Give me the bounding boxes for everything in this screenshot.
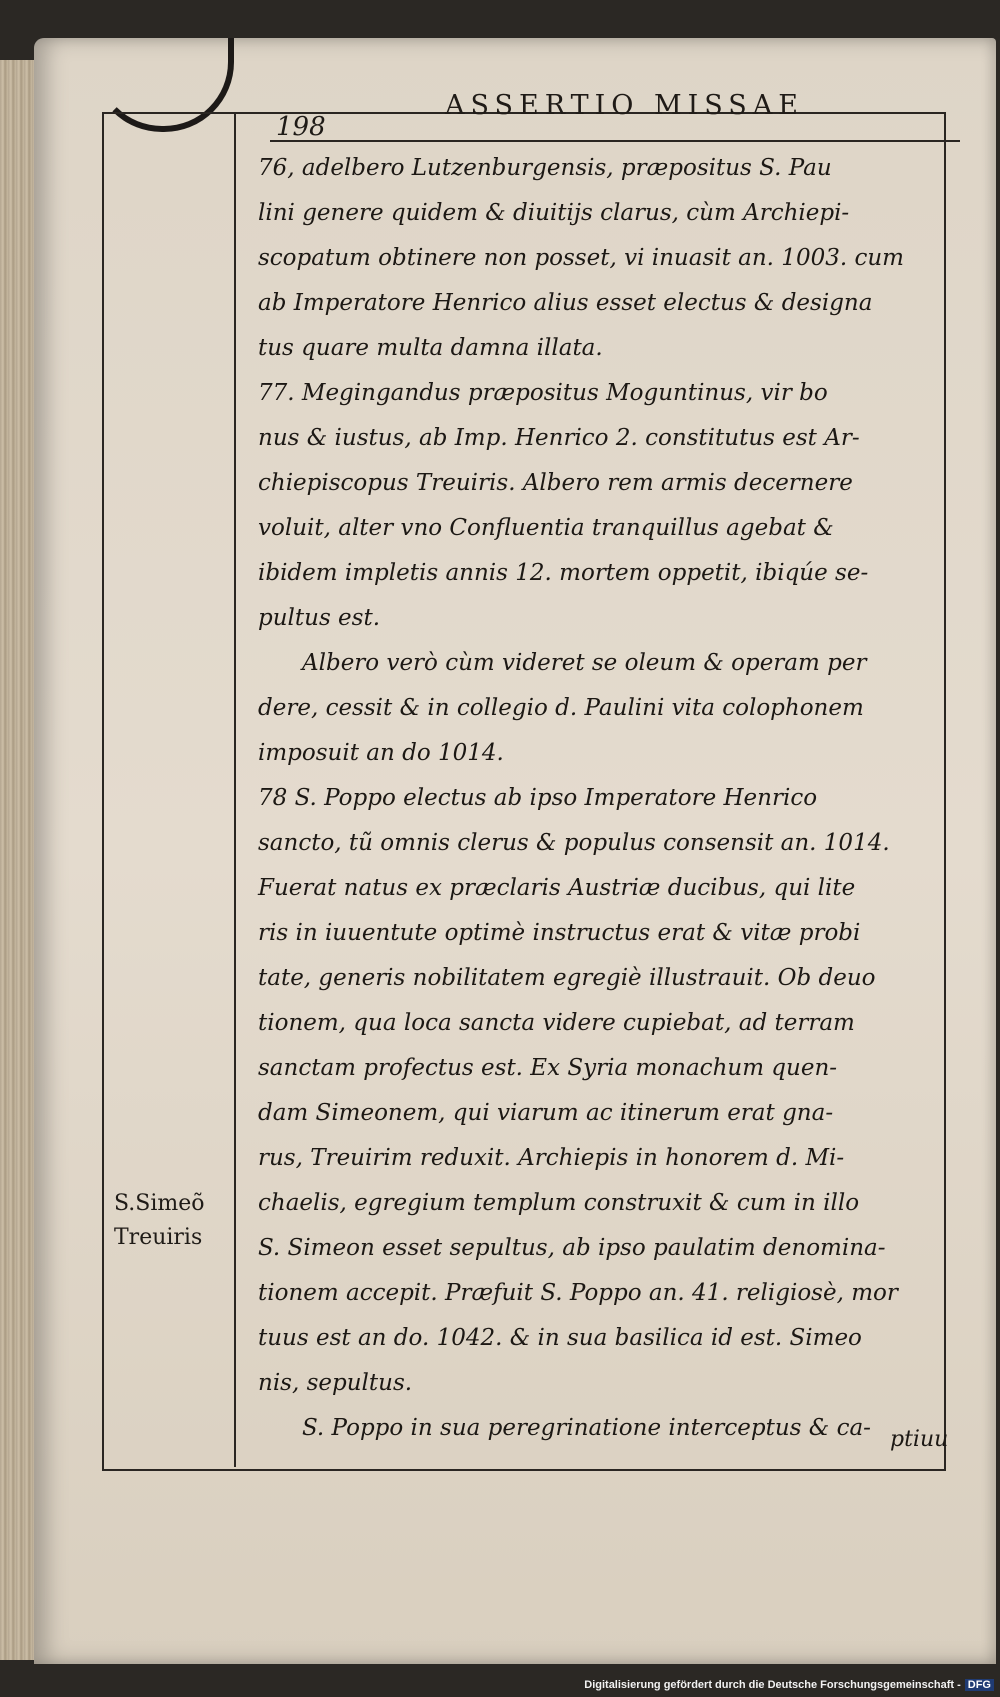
text-line: tuus est an do. 1042. & in sua basilica id est. Simeo (258, 1325, 862, 1351)
margin-note-line: Treuiris (114, 1225, 203, 1250)
text-line: chiepiscopus Treuiris. Albero rem armis decernere (258, 470, 853, 496)
body-text (258, 146, 948, 1451)
header-rule (270, 140, 960, 142)
text-line: 77. Megingandus præpositus Moguntinus, vir bo (258, 380, 828, 406)
margin-note (114, 1187, 234, 1255)
text-line: Albero verò cùm videret se oleum & operam per (302, 650, 867, 676)
text-line: scopatum obtinere non posset, vi inuasit an. 1003. cum (258, 245, 904, 271)
text-line: Fuerat natus ex præclaris Austriæ ducibus, qui lite (258, 875, 856, 901)
text-line: lini genere quidem & diuitijs clarus, cùm Archiepi- (258, 200, 850, 226)
text-line: tus quare multa damna illata. (258, 335, 603, 361)
text-line: ris in iuuentute optimè instructus erat & vitæ probi (258, 920, 861, 946)
text-line: pultus est. (258, 605, 381, 631)
text-line: tionem accepit. Præfuit S. Poppo an. 41. religiosè, mor (258, 1280, 898, 1306)
text-line: rus, Treuirim reduxit. Archiepis in honorem d. Mi- (258, 1145, 845, 1171)
text-line: dam Simeonem, qui viarum ac itinerum erat gna- (258, 1100, 834, 1126)
margin-rule (234, 112, 236, 1467)
text-line: ab Imperatore Henrico alius esset electus & designa (258, 290, 873, 316)
margin-note-line: S.Simeõ (114, 1191, 205, 1216)
text-line: tate, generis nobilitatem egregiè illustrauit. Ob deuo (258, 965, 876, 991)
text-line: chaelis, egregium templum construxit & cum in illo (258, 1190, 860, 1216)
text-line: tionem, qua loca sancta videre cupiebat, ad terram (258, 1010, 855, 1036)
catchword: ptiuu (890, 1427, 949, 1452)
text-line: 76, adelbero Lutzenburgensis, præpositus S. Pau (258, 155, 832, 181)
text-line: sanctam profectus est. Ex Syria monachum quen- (258, 1055, 838, 1081)
text-line: sancto, tũ omnis clerus & populus consensit an. 1014. (258, 830, 890, 856)
digitization-credit (584, 1679, 994, 1691)
text-line: S. Simeon esset sepultus, ab ipso paulatim denomina- (258, 1235, 886, 1261)
running-head: ASSERTIO MISSAE (445, 90, 805, 121)
credit-text: Digitalisierung gefördert durch die Deutsche Forschungsgemeinschaft - (584, 1679, 961, 1691)
text-line: voluit, alter vno Confluentia tranquillus agebat & (258, 515, 834, 541)
text-line: 78 S. Poppo electus ab ipso Imperatore Henrico (258, 785, 818, 811)
text-line: nis, sepultus. (258, 1370, 413, 1396)
text-line: ibidem impletis annis 12. mortem oppetit, ibiqúe se- (258, 560, 869, 586)
page-number: 198 (276, 112, 326, 142)
text-line: imposuit an do 1014. (258, 740, 504, 766)
dfg-logo: DFG (965, 1679, 994, 1691)
text-line: S. Poppo in sua peregrinatione interceptus & ca- (302, 1415, 871, 1441)
text-line: dere, cessit & in collegio d. Paulini vita colophonem (258, 695, 864, 721)
text-line: nus & iustus, ab Imp. Henrico 2. constitutus est Ar- (258, 425, 860, 451)
